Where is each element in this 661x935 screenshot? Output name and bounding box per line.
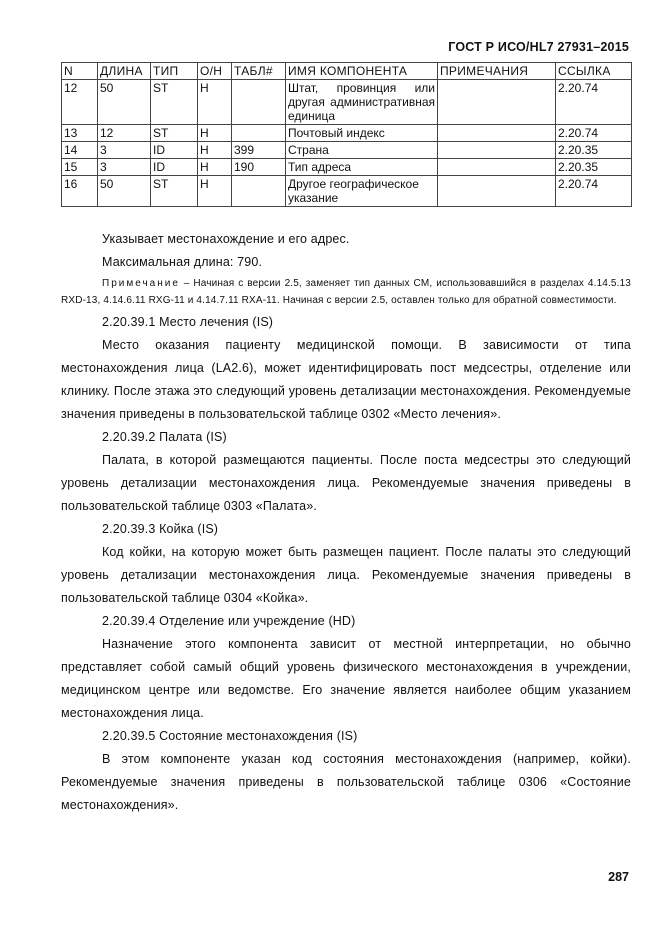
table-cell: Штат, провинция или другая административная единица	[286, 80, 438, 125]
table-row	[62, 142, 632, 159]
paragraph: Указывает местонахождение и его адрес.	[102, 232, 350, 246]
table-cell: 2.20.74	[556, 125, 632, 142]
section-heading: 2.20.39.3 Койка (IS)	[102, 522, 219, 536]
table-cell: 2.20.74	[556, 176, 632, 207]
paragraph: Палата, в которой размещаются пациенты. После поста медсестры это следующий уровень детализации местонахождения лица. Рекомендуемые значения приведены в пользовательской таблице 0303 «Палата».	[61, 453, 631, 513]
column-header: О/Н	[198, 63, 232, 80]
table-row	[62, 125, 632, 142]
table-cell: 190	[232, 159, 286, 176]
paragraph: В этом компоненте указан код состояния местонахождения (например, койки). Рекомендуемые значения приведены в пользовательской таблице 0306 «Состояние местонахождения».	[61, 752, 631, 812]
table-cell: 50	[98, 80, 151, 125]
paragraph: Максимальная длина: 790.	[102, 255, 263, 269]
note-label: Примечание	[102, 278, 180, 289]
table-cell	[232, 125, 286, 142]
table-cell: 399	[232, 142, 286, 159]
paragraph: Назначение этого компонента зависит от местной интерпретации, но обычно представляет собой самый общий уровень физического местонахождения в учреждении, медицинском центре или ведомстве. Его значение является наиболее общим указанием местонахождения лица.	[61, 637, 631, 720]
column-header: ТАБЛ#	[232, 63, 286, 80]
table-cell: ID	[151, 159, 198, 176]
table-cell	[438, 159, 556, 176]
paragraph: Код койки, на которую может быть размещен пациент. После палаты это следующий уровень детализации местонахождения лица. Рекомендуемые значения приведены в пользовательской таблице 0304 «Койка».	[61, 545, 631, 605]
table-row	[62, 176, 632, 207]
table-cell	[438, 80, 556, 125]
table-cell	[232, 80, 286, 125]
column-header: ПРИМЕЧАНИЯ	[438, 63, 556, 80]
table-cell: ST	[151, 176, 198, 207]
note-text: – Начиная с версии 2.5, заменяет тип данных CM, использовавшийся в разделах 4.14.5.13 RXD-13, 4.14.6.11 RXG-11 и 4.14.7.11 RXA-11. Начиная с версии 2.5, оставлен только для обратной совместимости.	[61, 278, 631, 306]
column-header: ССЫЛКА	[556, 63, 632, 80]
table-cell: Почтовый индекс	[286, 125, 438, 142]
table-cell: Н	[198, 80, 232, 125]
table-cell	[438, 176, 556, 207]
table-cell: Тип адреса	[286, 159, 438, 176]
table-cell: Н	[198, 125, 232, 142]
document-header: ГОСТ Р ИСО/HL7 27931–2015	[448, 40, 629, 54]
paragraph: Место оказания пациенту медицинской помощи. В зависимости от типа местонахождения лица (LA2.6), может идентифицировать пост медсестры, отделение или клинику. После этажа это следующий уровень детализации местонахождения. Рекомендуемые значения приведены в пользовательской таблице 0302 «Место лечения».	[61, 338, 631, 421]
table-cell: 16	[62, 176, 98, 207]
table-cell: 2.20.35	[556, 142, 632, 159]
table-cell: 3	[98, 142, 151, 159]
table-cell	[438, 125, 556, 142]
component-table	[61, 62, 632, 207]
note	[61, 275, 631, 309]
table-cell: 3	[98, 159, 151, 176]
table-cell: 12	[98, 125, 151, 142]
page-number: 287	[608, 870, 629, 884]
table-cell: 14	[62, 142, 98, 159]
section-heading: 2.20.39.4 Отделение или учреждение (HD)	[102, 614, 356, 628]
table-cell	[438, 142, 556, 159]
table-row	[62, 80, 632, 125]
section-heading: 2.20.39.2 Палата (IS)	[102, 430, 227, 444]
table-cell: 15	[62, 159, 98, 176]
column-header: ТИП	[151, 63, 198, 80]
table-cell: 50	[98, 176, 151, 207]
table-cell: Н	[198, 159, 232, 176]
table-cell: Н	[198, 142, 232, 159]
section-heading: 2.20.39.5 Состояние местонахождения (IS)	[102, 729, 358, 743]
table-cell: 12	[62, 80, 98, 125]
column-header: ИМЯ КОМПОНЕНТА	[286, 63, 438, 80]
table-cell: ST	[151, 80, 198, 125]
table-cell	[232, 176, 286, 207]
table-cell: 13	[62, 125, 98, 142]
section-heading: 2.20.39.1 Место лечения (IS)	[102, 315, 274, 329]
column-header: N	[62, 63, 98, 80]
table-cell: 2.20.35	[556, 159, 632, 176]
table-cell: Н	[198, 176, 232, 207]
table-cell: Страна	[286, 142, 438, 159]
table-header-row	[62, 63, 632, 80]
table-cell: ST	[151, 125, 198, 142]
table-cell: 2.20.74	[556, 80, 632, 125]
table-cell: Другое географическое указание	[286, 176, 438, 207]
table-cell: ID	[151, 142, 198, 159]
table-row	[62, 159, 632, 176]
body-text	[61, 228, 631, 817]
column-header: ДЛИНА	[98, 63, 151, 80]
